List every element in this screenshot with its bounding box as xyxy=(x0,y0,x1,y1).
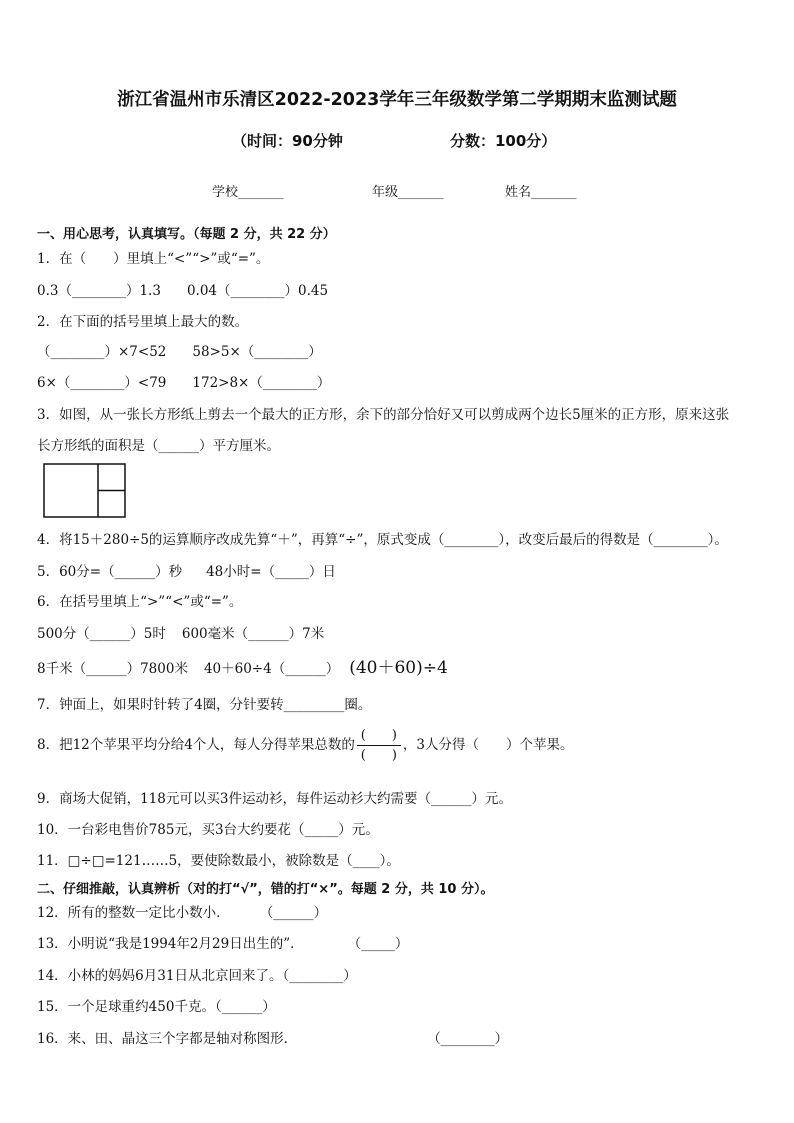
question-1b: 0.04（________）0.45 xyxy=(186,283,329,299)
question-6c: 8千米（______）7800米 xyxy=(37,661,188,677)
question-13-row xyxy=(37,935,408,953)
question-1: 1．在（ ）里填上“<”“>”或“=”。 xyxy=(37,251,270,267)
fraction-numerator: ( ) xyxy=(360,728,397,743)
question-5b: 48小时=（_____）日 xyxy=(206,564,336,580)
question-1a: 0.3（________）1.3 xyxy=(37,283,161,299)
question-3-line-1: 3．如图，从一张长方形纸上剪去一个最大的正方形，余下的部分恰好又可以剪成两个边长5厘米的正方形，原来这张 xyxy=(37,407,730,423)
question-16-blank: （________） xyxy=(427,1031,509,1047)
question-2b: 58>5×（________） xyxy=(192,344,322,360)
fraction-denominator: ( ) xyxy=(360,748,397,763)
question-10: 10．一台彩电售价785元，买3台大约要花（_____）元。 xyxy=(37,822,379,838)
question-16-row xyxy=(37,1030,508,1048)
question-2d: 172>8×（________） xyxy=(192,375,331,391)
question-6b: 600毫米（______）7米 xyxy=(181,626,325,642)
question-6: 6．在括号里填上“>”“<”或“=”。 xyxy=(37,594,243,610)
grade-field: 年级_______ xyxy=(372,185,444,200)
question-1-row xyxy=(37,282,328,300)
exam-title: 浙江省温州市乐清区2022-2023学年三年级数学第二学期期末监测试题 xyxy=(117,90,677,110)
section-2-heading: 二、仔细推敲，认真辨析（对的打“√”，错的打“×”。每题 2 分，共 10 分）。 xyxy=(37,882,494,897)
question-16: 16．来、田、晶这三个字都是轴对称图形． xyxy=(37,1031,298,1047)
question-5a: 5．60分=（______）秒 xyxy=(37,564,183,580)
rectangle-figure xyxy=(43,463,127,519)
question-9: 9．商场大促销，118元可以买3件运动衫，每件运动衫大约需要（______）元。 xyxy=(37,791,512,807)
question-8b: ，3人分得（ ）个苹果。 xyxy=(402,737,574,753)
question-6e: (40＋60)÷4 xyxy=(349,658,448,678)
question-8-row xyxy=(37,727,573,764)
question-6-row-1 xyxy=(37,625,324,643)
question-13: 13．小明说“我是1994年2月29日出生的”． xyxy=(37,936,304,952)
question-2-text: 2．在下面的括号里填上最大的数。 xyxy=(37,314,249,330)
question-6d: 40＋60÷4（______） xyxy=(203,661,340,677)
question-2-row-2 xyxy=(37,374,330,392)
school-field: 学校_______ xyxy=(212,185,284,200)
question-5-row xyxy=(37,563,336,581)
exam-score: 分数：100分） xyxy=(450,132,557,150)
fraction-bar xyxy=(357,745,401,746)
question-11: 11．□÷□=121……5，要使除数最小，被除数是（____）。 xyxy=(37,853,400,869)
exam-time: （时间：90分钟 xyxy=(232,132,343,150)
question-15: 15．一个足球重约450千克。（______） xyxy=(37,999,276,1015)
question-12-blank: （______） xyxy=(259,905,328,921)
fraction-blank xyxy=(357,727,401,764)
question-2c: 6×（________）<79 xyxy=(37,375,167,391)
question-8a: 8．把12个苹果平均分给4个人，每人分得苹果总数的 xyxy=(37,737,355,753)
name-field: 姓名_______ xyxy=(505,185,577,200)
question-12-row xyxy=(37,904,327,922)
question-2-row-1 xyxy=(37,343,322,361)
question-2a: （________）×7<52 xyxy=(37,344,167,360)
question-12: 12．所有的整数一定比小数小． xyxy=(37,905,230,921)
question-4: 4．将15＋280÷5的运算顺序改成先算“＋”，再算“÷”，原式变成（________），改变后最后的得数是（________）。 xyxy=(37,532,728,548)
question-13-blank: （_____） xyxy=(347,936,409,952)
question-7: 7．钟面上，如果时针转了4圈，分针要转_________圈。 xyxy=(37,697,372,713)
question-6-row-2 xyxy=(37,659,448,678)
question-6a: 500分（______）5时 xyxy=(37,626,166,642)
question-3-line-2: 长方形纸的面积是（______）平方厘米。 xyxy=(37,438,280,454)
section-1-heading: 一、用心思考，认真填写。（每题 2 分，共 22 分） xyxy=(37,227,336,242)
question-14: 14．小林的妈妈6月31日从北京回来了。（________） xyxy=(37,968,357,984)
